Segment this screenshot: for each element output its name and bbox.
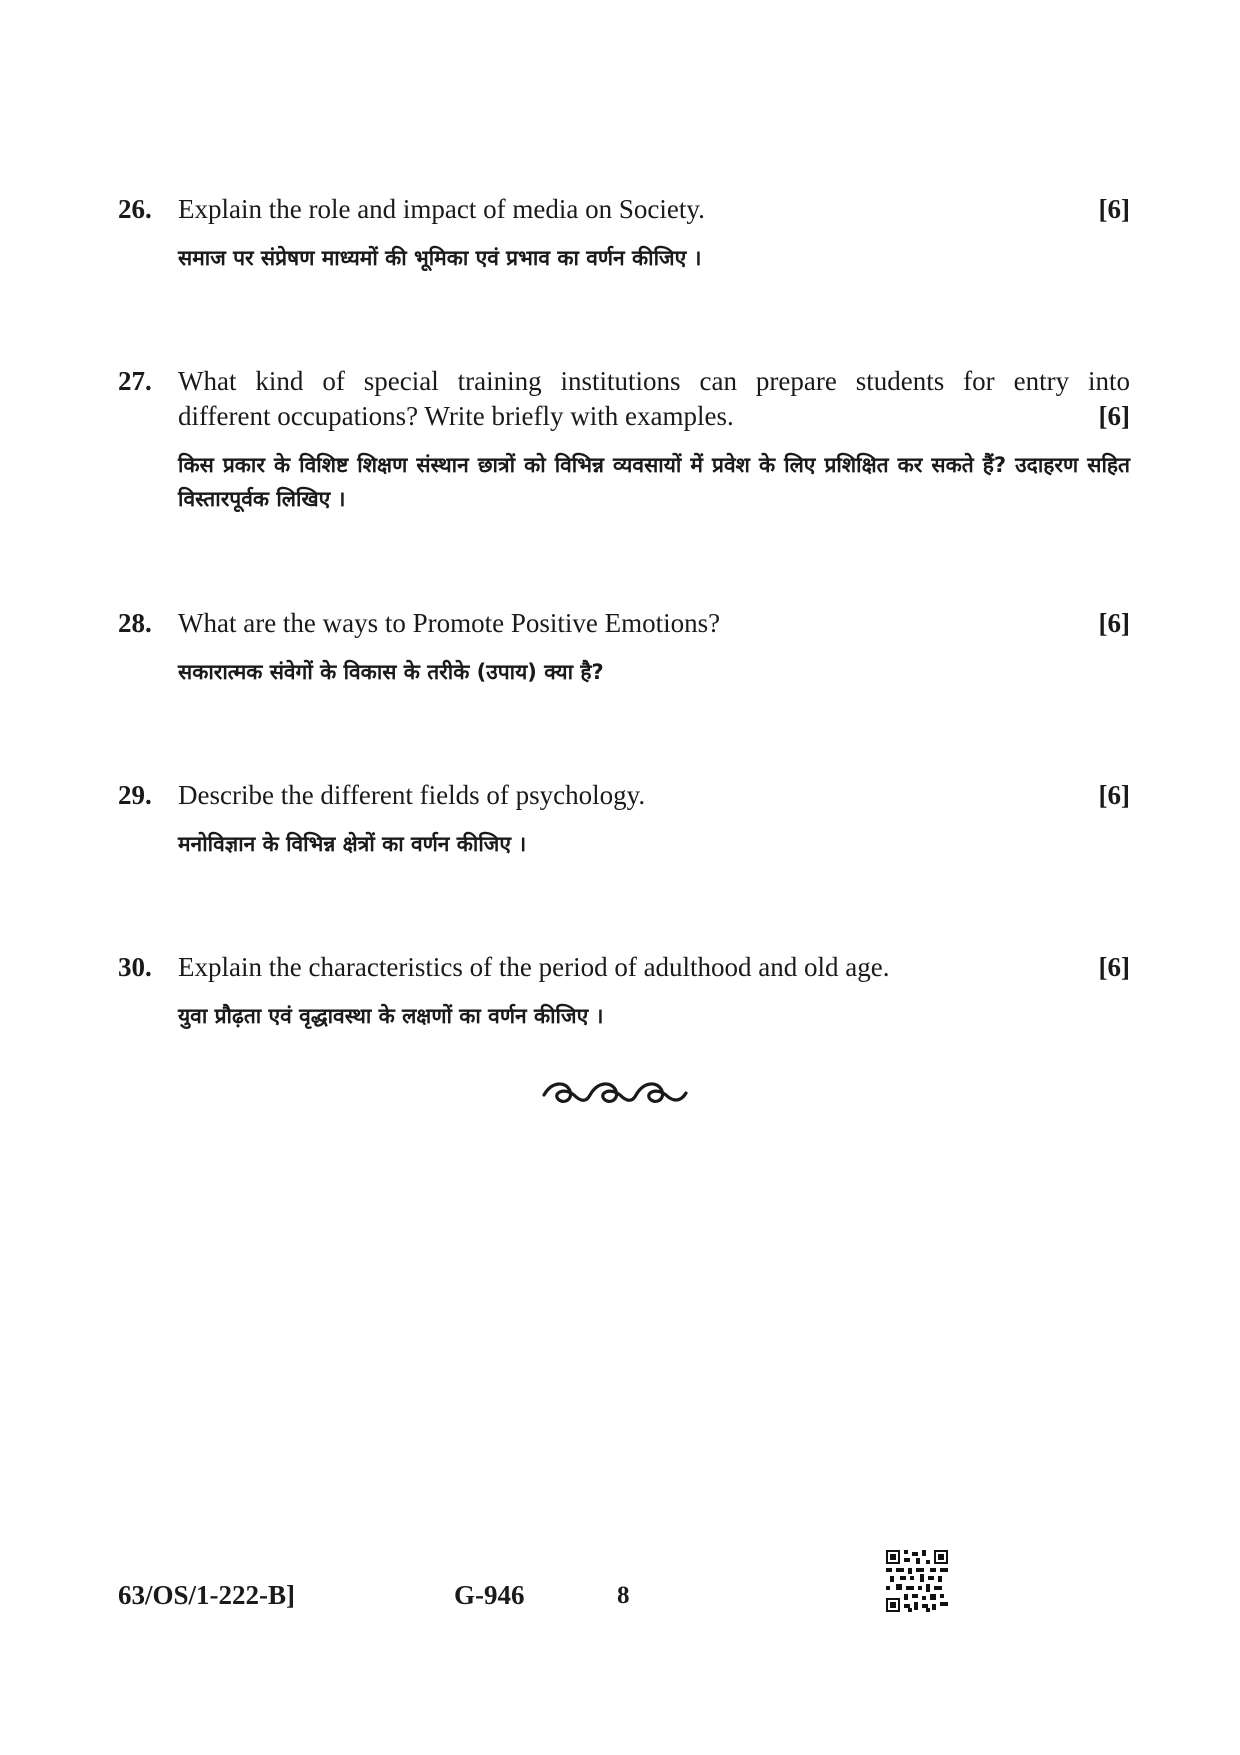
question-number: 26. bbox=[118, 194, 152, 224]
marks-label: [6] bbox=[1098, 952, 1130, 982]
question-text-english: What are the ways to Promote Positive Emotions? bbox=[178, 608, 721, 638]
page-number: 8 bbox=[617, 1582, 630, 1609]
question-27 bbox=[118, 364, 1130, 516]
question-text-english: Explain the role and impact of media on Society. bbox=[178, 194, 705, 224]
end-ornament-icon bbox=[540, 1075, 690, 1115]
question-text-hindi: किस प्रकार के विशिष्ट शिक्षण संस्थान छात्रों को विभिन्न व्यवसायों में प्रवेश के लिए प्रशिक्षित कर सकते हैं? उदाहरण सहित विस्तारपूर्वक लिखिए । bbox=[178, 453, 1130, 511]
qr-code-icon bbox=[886, 1550, 948, 1612]
question-text-hindi: मनोविज्ञान के विभिन्न क्षेत्रों का वर्णन कीजिए । bbox=[178, 832, 527, 856]
question-text-hindi: समाज पर संप्रेषण माध्यमों की भूमिका एवं प्रभाव का वर्णन कीजिए । bbox=[178, 246, 702, 270]
question-text-english: Describe the different fields of psychology. bbox=[178, 780, 646, 810]
marks-label: [6] bbox=[1098, 401, 1130, 431]
series-code: G-946 bbox=[454, 1580, 525, 1610]
question-30 bbox=[118, 950, 1130, 1033]
question-text-english-line2: different occupations? Write briefly with examples. bbox=[178, 401, 734, 431]
question-28 bbox=[118, 606, 1130, 689]
question-number: 28. bbox=[118, 608, 152, 638]
marks-label: [6] bbox=[1098, 608, 1130, 638]
question-number: 30. bbox=[118, 952, 152, 982]
question-text-english: Explain the characteristics of the period of adulthood and old age. bbox=[178, 952, 890, 982]
question-number: 29. bbox=[118, 780, 152, 810]
paper-code: 63/OS/1-222-B] bbox=[118, 1580, 296, 1610]
question-29 bbox=[118, 778, 1130, 861]
marks-label: [6] bbox=[1098, 194, 1130, 224]
marks-label: [6] bbox=[1098, 780, 1130, 810]
question-number: 27. bbox=[118, 366, 152, 396]
question-text-hindi: युवा प्रौढ़ता एवं वृद्धावस्था के लक्षणों का वर्णन कीजिए । bbox=[178, 1004, 604, 1028]
question-26 bbox=[118, 192, 1130, 275]
question-text-hindi: सकारात्मक संवेगों के विकास के तरीके (उपाय) क्या है? bbox=[178, 660, 604, 684]
question-text-english-line1: What kind of special training institutions can prepare students for entry into bbox=[178, 366, 1130, 396]
